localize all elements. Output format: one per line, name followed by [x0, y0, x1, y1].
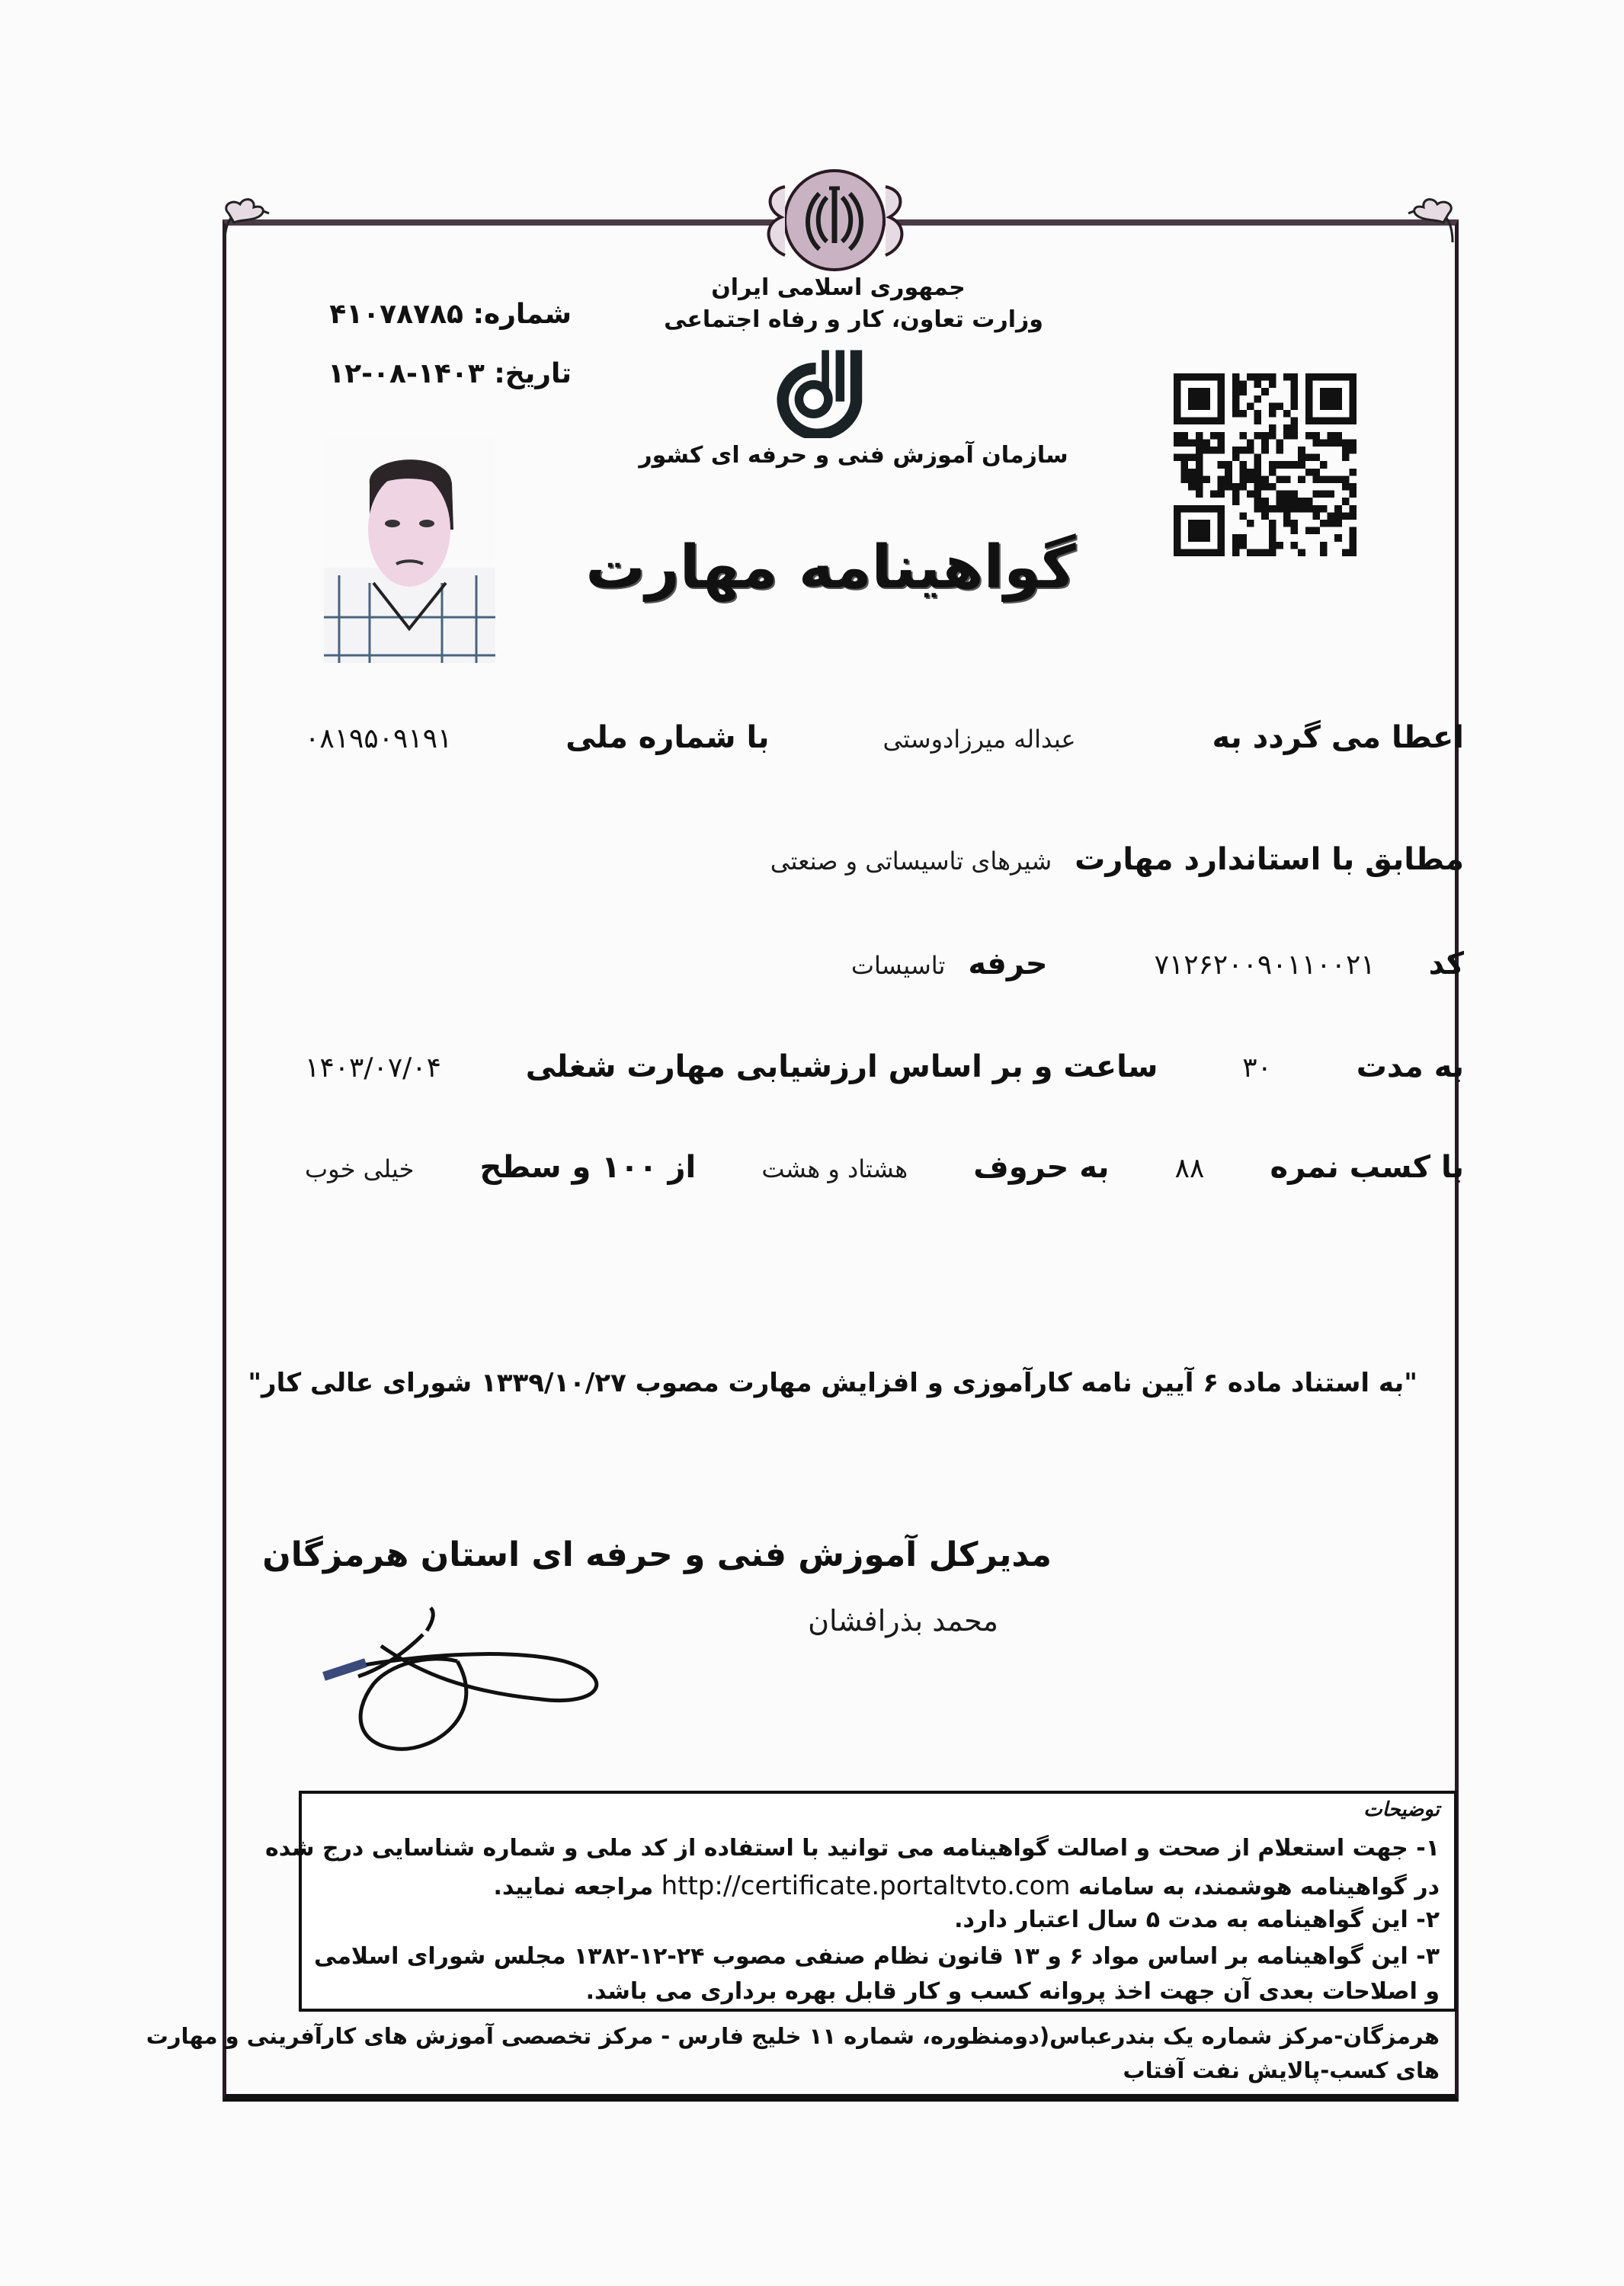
qr-module [1298, 498, 1305, 505]
qr-module [1334, 432, 1342, 440]
qr-module [1196, 483, 1203, 491]
qr-module [1261, 373, 1269, 381]
score-value: ۸۸ [1174, 1153, 1205, 1184]
note-line-1b-post: مراجعه نمایید. [493, 1874, 654, 1900]
qr-module [1283, 424, 1291, 432]
qr-module [1261, 483, 1269, 491]
qr-module [1320, 520, 1328, 527]
qr-module [1181, 475, 1189, 483]
qr-module [1232, 381, 1240, 389]
assessment-label: ساعت و بر اساس ارزشیابی مهارت شغلی [525, 1049, 1158, 1084]
qr-module [1320, 475, 1328, 483]
qr-module [1276, 542, 1283, 549]
corner-ornament-top-right [1407, 190, 1460, 244]
level-value: خیلی خوب [305, 1154, 415, 1183]
qr-module [1254, 461, 1262, 469]
note-line-1b [494, 1871, 1440, 1901]
qr-module [1232, 447, 1240, 454]
qr-module [1188, 475, 1196, 483]
qr-module [1312, 527, 1320, 535]
qr-module [1218, 432, 1225, 440]
qr-module [1276, 505, 1283, 513]
qr-module [1232, 542, 1240, 549]
qr-module [1261, 505, 1269, 513]
qr-module [1188, 483, 1196, 491]
qr-module [1261, 388, 1269, 395]
qr-module [1218, 483, 1225, 491]
qr-module [1349, 512, 1357, 520]
qr-module [1298, 505, 1305, 513]
qr-module [1232, 483, 1240, 491]
qr-module [1254, 469, 1262, 476]
qr-module [1312, 469, 1320, 476]
qr-module [1232, 395, 1240, 403]
qr-module [1218, 461, 1225, 469]
qr-module [1328, 475, 1335, 483]
qr-module [1247, 373, 1254, 381]
code-row [305, 946, 1464, 992]
score-label: با کسب نمره [1270, 1150, 1464, 1185]
qr-module [1312, 505, 1320, 513]
qr-module [1239, 534, 1247, 542]
qr-module [1181, 439, 1189, 447]
qr-module [1312, 475, 1320, 483]
qr-module [1196, 454, 1203, 462]
qr-module [1225, 483, 1232, 491]
qr-module [1320, 549, 1328, 556]
standard-row [305, 842, 1464, 888]
qr-module [1320, 505, 1328, 513]
qr-module [1261, 432, 1269, 440]
certificate-number-value: ۴۱۰۷۸۷۸۵ [329, 299, 464, 330]
certificate-portal-link[interactable]: http://certificate.portaltvto.com [661, 1871, 1071, 1901]
qr-module [1283, 498, 1291, 505]
qr-module [1254, 418, 1262, 425]
qr-module [1349, 439, 1357, 447]
duration-row [305, 1049, 1464, 1095]
qr-module [1334, 505, 1342, 513]
certificate-title: گواهینامه مهارت [585, 533, 1076, 602]
qr-module [1276, 475, 1283, 483]
qr-module [1269, 402, 1276, 410]
qr-module [1312, 454, 1320, 462]
qr-module [1239, 388, 1247, 395]
qr-module [1269, 373, 1276, 381]
qr-code-icon[interactable] [1174, 373, 1357, 556]
qr-module [1283, 410, 1291, 418]
national-id-label: با شماره ملی [565, 720, 770, 755]
qr-module [1334, 512, 1342, 520]
out-of-label: از ۱۰۰ و سطح [479, 1150, 697, 1185]
qr-module [1291, 424, 1299, 432]
qr-module [1269, 424, 1276, 432]
qr-module [1225, 475, 1232, 483]
certificate-date-label: تاریخ: [494, 358, 572, 389]
letters-value: هشتاد و هشت [761, 1154, 908, 1183]
qr-module [1342, 439, 1350, 447]
qr-module [1232, 454, 1240, 462]
qr-module [1342, 483, 1350, 491]
qr-module [1254, 395, 1262, 403]
qr-module [1247, 469, 1254, 476]
qr-module [1283, 505, 1291, 513]
qr-module [1276, 498, 1283, 505]
qr-module [1247, 491, 1254, 498]
qr-module [1254, 432, 1262, 440]
qr-module [1283, 432, 1291, 440]
qr-module [1291, 432, 1299, 440]
qr-module [1334, 520, 1342, 527]
qr-module [1349, 549, 1357, 556]
qr-module [1291, 402, 1299, 410]
qr-module [1334, 534, 1342, 542]
qr-module [1196, 491, 1203, 498]
holder-name: عبداله میرزادوستی [882, 725, 1076, 754]
note-line-3: ۳- این گواهینامه بر اساس مواد ۶ و ۱۳ قانون نظام صنفی مصوب ۲۴-۱۲-۱۳۸۲ مجلس شورای اسلامی [313, 1943, 1440, 1970]
qr-module [1196, 469, 1203, 476]
qr-finder-pattern [1188, 520, 1210, 542]
qr-module [1320, 491, 1328, 498]
qr-module [1291, 418, 1299, 425]
qr-module [1239, 512, 1247, 520]
qr-module [1239, 483, 1247, 491]
qr-module [1269, 410, 1276, 418]
qr-module [1239, 469, 1247, 476]
qr-module [1342, 475, 1350, 483]
qr-module [1349, 534, 1357, 542]
signature-icon [312, 1600, 640, 1753]
qr-module [1254, 549, 1262, 556]
qr-module [1291, 388, 1299, 395]
certificate-number-row [305, 299, 572, 330]
emblem-right-ornament-icon [882, 179, 920, 263]
qr-module [1239, 432, 1247, 440]
qr-module [1254, 483, 1262, 491]
qr-module [1298, 447, 1305, 454]
qr-module [1269, 542, 1276, 549]
qr-module [1225, 469, 1232, 476]
qr-module [1188, 469, 1196, 476]
qr-module [1305, 505, 1313, 513]
qr-module [1181, 454, 1189, 462]
qr-module [1291, 381, 1299, 389]
qr-module [1334, 439, 1342, 447]
qr-module [1328, 491, 1335, 498]
qr-module [1232, 402, 1240, 410]
qr-module [1349, 542, 1357, 549]
letters-label: به حروف [973, 1150, 1110, 1185]
certificate-number-label: شماره: [472, 299, 572, 330]
qr-module [1247, 402, 1254, 410]
qr-module [1291, 491, 1299, 498]
qr-module [1298, 475, 1305, 483]
qr-module [1174, 439, 1181, 447]
qr-finder-pattern [1188, 388, 1210, 410]
qr-module [1254, 454, 1262, 462]
qr-module [1269, 505, 1276, 513]
qr-module [1305, 432, 1313, 440]
qr-module [1210, 491, 1218, 498]
qr-module [1254, 498, 1262, 505]
qr-module [1276, 447, 1283, 454]
qr-module [1269, 381, 1276, 389]
qr-module [1269, 549, 1276, 556]
duration-label: به مدت [1356, 1049, 1464, 1084]
code-label: کد [1428, 946, 1464, 981]
qr-module [1269, 483, 1276, 491]
qr-module [1291, 373, 1299, 381]
emblem-left-ornament-icon [751, 179, 789, 263]
qr-module [1298, 461, 1305, 469]
qr-module [1232, 549, 1240, 556]
note-line-3b: و اصلاحات بعدی آن جهت اخذ پروانه کسب و کار قابل بهره برداری می باشد. [585, 1978, 1440, 2005]
qr-module [1269, 534, 1276, 542]
note-line-1b-pre: در گواهینامه هوشمند، به سامانه [1078, 1874, 1440, 1900]
qr-module [1261, 498, 1269, 505]
qr-module [1269, 432, 1276, 440]
qr-module [1291, 505, 1299, 513]
qr-module [1196, 432, 1203, 440]
standard-value: شیرهای تاسیساتی و صنعتی [770, 847, 1052, 876]
qr-module [1305, 527, 1313, 535]
qr-module [1254, 410, 1262, 418]
qr-module [1174, 454, 1181, 462]
qr-module [1298, 454, 1305, 462]
qr-module [1261, 512, 1269, 520]
qr-module [1232, 388, 1240, 395]
score-row [305, 1150, 1464, 1196]
holder-photo [324, 438, 495, 663]
qr-module [1210, 447, 1218, 454]
qr-module [1349, 447, 1357, 454]
qr-module [1328, 520, 1335, 527]
qr-module [1283, 475, 1291, 483]
qr-module [1181, 432, 1189, 440]
qr-module [1254, 381, 1262, 389]
footer-line-2: های کسب-پالایش نفت آفتاب [1123, 2057, 1440, 2083]
qr-module [1188, 454, 1196, 462]
qr-module [1276, 439, 1283, 447]
qr-module [1218, 447, 1225, 454]
corner-ornament-top-left [217, 190, 271, 244]
qr-module [1320, 439, 1328, 447]
certificate-date-value: ۱۴۰۳-۰۸-۱۲ [328, 358, 485, 389]
qr-module [1291, 542, 1299, 549]
qr-module [1188, 439, 1196, 447]
header-organization: سازمان آموزش فنی و حرفه ای کشور [639, 442, 1068, 469]
qr-module [1247, 439, 1254, 447]
qr-module [1291, 461, 1299, 469]
qr-module [1283, 491, 1291, 498]
qr-module [1334, 475, 1342, 483]
qr-module [1328, 439, 1335, 447]
header-country: جمهوری اسلامی ایران [711, 274, 966, 301]
qr-module [1320, 461, 1328, 469]
qr-module [1283, 520, 1291, 527]
qr-module [1247, 475, 1254, 483]
qr-module [1291, 395, 1299, 403]
qr-module [1261, 549, 1269, 556]
qr-module [1232, 534, 1240, 542]
assessment-date: ۱۴۰۳/۰۷/۰۴ [305, 1052, 441, 1084]
profession-value: تاسیسات [850, 951, 946, 980]
qr-module [1254, 491, 1262, 498]
qr-module [1239, 461, 1247, 469]
qr-module [1305, 454, 1313, 462]
qr-module [1349, 527, 1357, 535]
qr-module [1349, 483, 1357, 491]
qr-module [1269, 520, 1276, 527]
qr-module [1312, 491, 1320, 498]
qr-module [1203, 447, 1210, 454]
qr-module [1181, 469, 1189, 476]
qr-module [1342, 498, 1350, 505]
qr-module [1305, 498, 1313, 505]
qr-module [1218, 439, 1225, 447]
qr-module [1312, 439, 1320, 447]
qr-module [1328, 512, 1335, 520]
qr-module [1269, 461, 1276, 469]
code-value: ۷۱۲۶۲۰۰۹۰۱۱۰۰۲۱ [1154, 949, 1376, 981]
granted-row [305, 720, 1464, 766]
qr-module [1196, 475, 1203, 483]
granted-label: اعطا می گردد به [1212, 720, 1464, 755]
qr-module [1349, 505, 1357, 513]
qr-module [1261, 475, 1269, 483]
qr-module [1283, 512, 1291, 520]
profession-label: حرفه [968, 946, 1048, 981]
qr-module [1291, 520, 1299, 527]
iran-emblem-icon [783, 169, 886, 271]
qr-module [1239, 542, 1247, 549]
qr-module [1269, 469, 1276, 476]
qr-module [1218, 491, 1225, 498]
national-id-value: ۰۸۱۹۵۰۹۱۹۱ [305, 723, 453, 754]
signatory-position: مدیرکل آموزش فنی و حرفه ای استان هرمزگان [262, 1535, 1052, 1574]
qr-module [1232, 373, 1240, 381]
qr-module [1320, 542, 1328, 549]
duration-value: ۳۰ [1242, 1052, 1272, 1084]
qr-module [1254, 505, 1262, 513]
qr-module [1218, 475, 1225, 483]
qr-module [1232, 410, 1240, 418]
legal-basis: "به استناد ماده ۶ آیین نامه کارآموزی و افزایش مهارت مصوب ۱۳۳۹/۱۰/۲۷ شورای عالی کار" [248, 1368, 1417, 1398]
qr-module [1276, 461, 1283, 469]
qr-module [1254, 475, 1262, 483]
qr-module [1276, 491, 1283, 498]
qr-module [1283, 461, 1291, 469]
qr-module [1203, 439, 1210, 447]
qr-module [1210, 432, 1218, 440]
qr-module [1276, 402, 1283, 410]
header-ministry: وزارت تعاون، کار و رفاه اجتماعی [664, 306, 1043, 333]
qr-module [1261, 439, 1269, 447]
qr-module [1196, 447, 1203, 454]
qr-module [1196, 461, 1203, 469]
qr-module [1291, 498, 1299, 505]
qr-module [1269, 527, 1276, 535]
signatory-name: محمد بذرافشان [808, 1604, 998, 1638]
note-line-1: ۱- جهت استعلام از صحت و اصالت گواهینامه می توانید با استفاده از کد ملی و شماره شناسایی درج شده [265, 1835, 1440, 1862]
qr-module [1349, 491, 1357, 498]
qr-module [1232, 491, 1240, 498]
note-line-2: ۲- این گواهینامه به مدت ۵ سال اعتبار دارد. [954, 1907, 1440, 1933]
qr-module [1225, 461, 1232, 469]
tvto-logo-icon [774, 339, 880, 438]
qr-module [1342, 447, 1350, 454]
qr-module [1305, 469, 1313, 476]
qr-module [1342, 549, 1350, 556]
qr-module [1328, 432, 1335, 440]
footer-line-1: هرمزگان-مرکز شماره یک بندرعباس(دومنظوره، شماره ۱۱ خلیج فارس - مرکز تخصصی آموزش های کارآفرینی و مهارت [146, 2023, 1440, 2049]
qr-module [1298, 549, 1305, 556]
qr-module [1261, 447, 1269, 454]
qr-module [1349, 469, 1357, 476]
qr-module [1312, 512, 1320, 520]
qr-module [1232, 498, 1240, 505]
certificate-date-row [305, 358, 572, 389]
qr-module [1283, 373, 1291, 381]
qr-module [1312, 432, 1320, 440]
qr-module [1174, 432, 1181, 440]
qr-module [1239, 410, 1247, 418]
qr-module [1181, 461, 1189, 469]
qr-module [1239, 475, 1247, 483]
standard-label: مطابق با استاندارد مهارت [1075, 842, 1464, 877]
qr-module [1239, 447, 1247, 454]
qr-finder-pattern [1320, 388, 1342, 410]
qr-module [1203, 475, 1210, 483]
qr-module [1247, 520, 1254, 527]
qr-module [1342, 512, 1350, 520]
qr-module [1247, 447, 1254, 454]
notes-heading: توضیحات [1363, 1798, 1440, 1821]
qr-module [1291, 527, 1299, 535]
qr-module [1254, 373, 1262, 381]
qr-module [1342, 454, 1350, 462]
qr-module [1196, 439, 1203, 447]
qr-module [1239, 381, 1247, 389]
qr-module [1247, 549, 1254, 556]
